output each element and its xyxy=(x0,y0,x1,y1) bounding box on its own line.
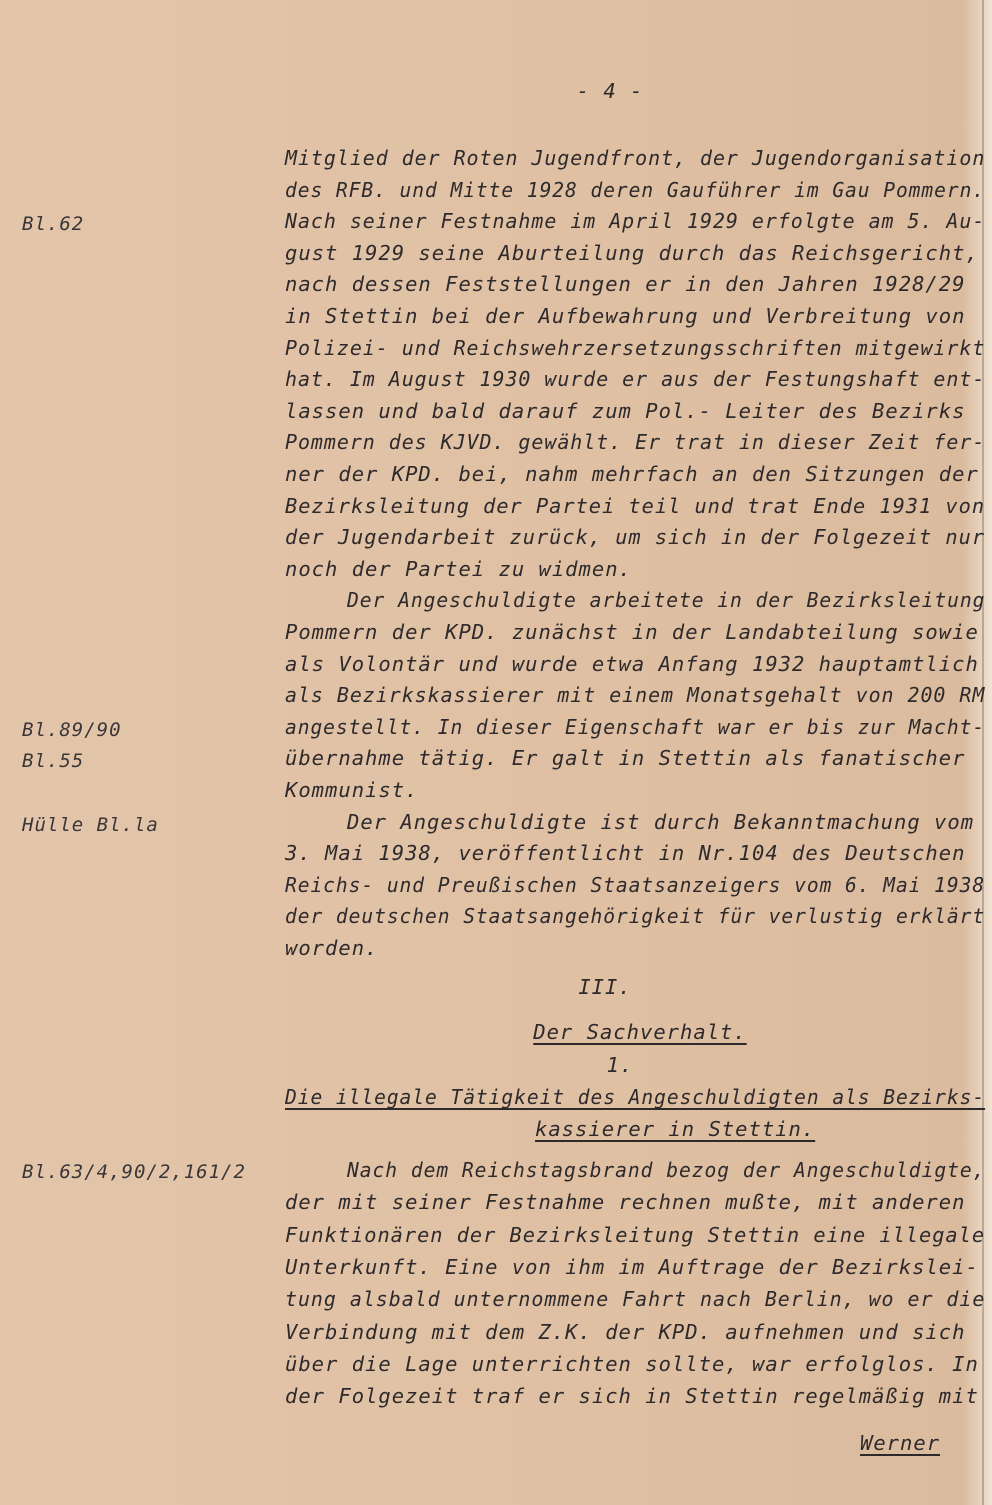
text-line: übernahme tätig. Er galt in Stettin als fanatischer xyxy=(285,746,966,771)
text-line: noch der Partei zu widmen. xyxy=(285,556,632,581)
text-line: Mitglied der Roten Jugendfront, der Jugendorganisation xyxy=(285,146,986,170)
text-line: 3. Mai 1938, veröffentlicht in Nr.104 des Deutschen xyxy=(285,841,966,866)
text-line: der deutschen Staatsangehörigkeit für verlustig erklärt xyxy=(285,904,986,929)
text-line: als Volontär und wurde etwa Anfang 1932 hauptamtlich xyxy=(285,651,979,676)
section-title: Der Sachverhalt. xyxy=(533,1020,747,1044)
margin-note: Bl.89/90 xyxy=(22,718,122,741)
text-line: angestellt. In dieser Eigenschaft war er bis zur Macht- xyxy=(285,714,986,739)
text-line: tung alsbald unternommene Fahrt nach Berlin, wo er die xyxy=(285,1287,986,1312)
text-line: Bezirksleitung der Partei teil und trat Ende 1931 von xyxy=(285,493,986,518)
margin-note: Bl.62 xyxy=(22,213,85,236)
text-line: nach dessen Feststellungen er in den Jahren 1928/29 xyxy=(285,272,966,297)
text-line: als Bezirkskassierer mit einem Monatsgehalt von 200 RM xyxy=(285,683,986,708)
text-line: Pommern der KPD. zunächst in der Landabteilung sowie xyxy=(285,620,979,644)
text-line: des RFB. und Mitte 1928 deren Gauführer im Gau Pommern. xyxy=(285,177,986,202)
text-line: lassen und bald darauf zum Pol.- Leiter des Bezirks xyxy=(285,398,966,423)
subsection-title-line2: kassierer in Stettin. xyxy=(535,1117,816,1141)
text-line: Nach seiner Festnahme im April 1929 erfolgte am 5. Au- xyxy=(285,209,986,234)
margin-note: Bl.63/4,90/2,161/2 xyxy=(22,1161,246,1183)
text-line: ner der KPD. bei, nahm mehrfach an den Sitzungen der xyxy=(285,462,979,486)
catchword: Werner xyxy=(860,1431,941,1455)
text-line: Polizei- und Reichswehrzersetzungsschriften mitgewirkt xyxy=(285,335,986,360)
text-line: Pommern des KJVD. gewählt. Er trat in dieser Zeit fer- xyxy=(285,430,986,455)
subsection-number: 1. xyxy=(606,1053,634,1077)
text-line: hat. Im August 1930 wurde er aus der Festungshaft ent- xyxy=(285,367,986,392)
text-line: über die Lage unterrichten sollte, war erfolglos. In xyxy=(285,1351,979,1376)
text-line: Nach dem Reichstagsbrand bezog der Angeschuldigte, xyxy=(347,1158,986,1182)
text-line: der Jugendarbeit zurück, um sich in der Folgezeit nur xyxy=(285,525,986,550)
section-numeral: III. xyxy=(578,975,632,999)
text-line: Kommunist. xyxy=(285,778,419,802)
text-line: Der Angeschuldigte ist durch Bekanntmachung vom xyxy=(347,809,975,834)
text-line: Der Angeschuldigte arbeitete in der Bezirksleitung xyxy=(347,588,986,613)
page-number: - 4 - xyxy=(576,79,644,103)
text-line: der Folgezeit traf er sich in Stettin regelmäßig mit xyxy=(285,1384,979,1409)
text-line: Funktionären der Bezirksleitung Stettin eine illegale xyxy=(285,1222,986,1247)
text-line: gust 1929 seine Aburteilung durch das Reichsgericht, xyxy=(285,240,979,265)
text-line: Reichs- und Preußischen Staatsanzeigers vom 6. Mai 1938 xyxy=(285,872,986,897)
subsection-title-line1: Die illegale Tätigkeit des Angeschuldigten als Bezirks- xyxy=(285,1085,986,1109)
text-line: Unterkunft. Eine von ihm im Auftrage der Bezirkslei- xyxy=(285,1254,979,1279)
text-line: der mit seiner Festnahme rechnen mußte, mit anderen xyxy=(285,1190,966,1215)
text-line: Verbindung mit dem Z.K. der KPD. aufnehmen und sich xyxy=(285,1319,966,1344)
text-line: worden. xyxy=(285,936,379,960)
text-line: in Stettin bei der Aufbewahrung und Verbreitung von xyxy=(285,304,966,328)
margin-note: Hülle Bl.la xyxy=(22,813,159,836)
margin-note: Bl.55 xyxy=(22,750,85,773)
